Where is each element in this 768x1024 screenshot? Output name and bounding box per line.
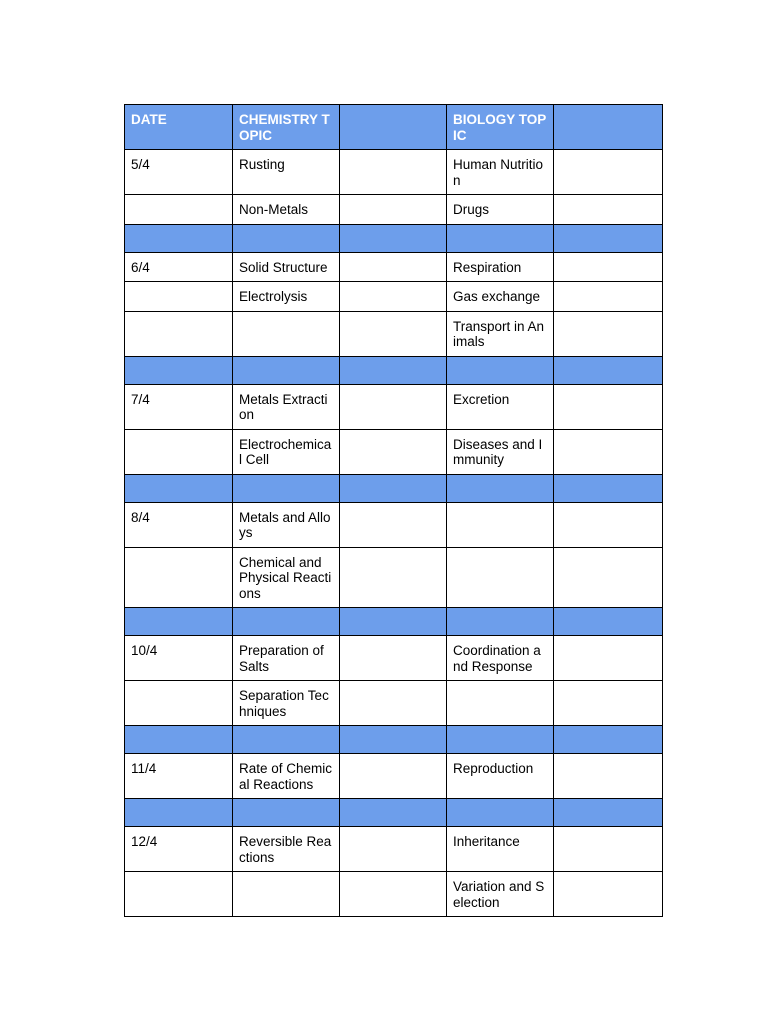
table-row [125,681,663,726]
table-row [125,282,663,312]
chemistry-topic-cell: Electrolysis [233,282,340,312]
separator-cell [447,726,554,754]
table-body [125,105,663,917]
separator-cell [125,726,233,754]
chemistry-topic-cell: Reversible Reactions [233,827,340,872]
separator-cell [447,224,554,252]
table-row [125,872,663,917]
chemistry-notes-cell [340,384,447,429]
chemistry-topic-cell: Electrochemical Cell [233,429,340,474]
chemistry-notes-cell [340,502,447,547]
separator-cell [554,224,663,252]
date-cell [125,872,233,917]
biology-notes-cell [554,502,663,547]
chemistry-topic-cell: Metals and Alloys [233,502,340,547]
separator-cell [554,356,663,384]
chemistry-topic-cell: Solid Structure [233,252,340,282]
biology-notes-cell [554,384,663,429]
chemistry-topic-cell [233,872,340,917]
separator-cell [554,474,663,502]
separator-cell [447,356,554,384]
separator-cell [340,356,447,384]
separator-cell [125,799,233,827]
separator-cell [233,474,340,502]
date-cell: 6/4 [125,252,233,282]
biology-notes-cell [554,195,663,225]
separator-row [125,726,663,754]
separator-cell [125,608,233,636]
biology-topic-cell [447,502,554,547]
chemistry-notes-cell [340,252,447,282]
separator-row [125,224,663,252]
biology-notes-cell [554,429,663,474]
separator-cell [233,356,340,384]
table-row [125,384,663,429]
separator-cell [447,799,554,827]
biology-notes-cell [554,754,663,799]
separator-cell [340,474,447,502]
separator-row [125,474,663,502]
table-row [125,754,663,799]
separator-cell [340,726,447,754]
date-cell [125,282,233,312]
biology-notes-cell [554,282,663,312]
date-cell: 5/4 [125,150,233,195]
biology-topic-cell: Coordination and Response [447,636,554,681]
table-header-row [125,105,663,150]
biology-notes-cell [554,636,663,681]
biology-notes-cell [554,872,663,917]
separator-cell [554,799,663,827]
date-cell: 10/4 [125,636,233,681]
header-blank-2 [554,105,663,150]
biology-notes-cell [554,311,663,356]
table-row [125,252,663,282]
chemistry-topic-cell: Non-Metals [233,195,340,225]
separator-cell [554,726,663,754]
separator-cell [233,224,340,252]
biology-topic-cell: Inheritance [447,827,554,872]
separator-cell [447,608,554,636]
biology-notes-cell [554,827,663,872]
separator-cell [447,474,554,502]
biology-topic-cell [447,681,554,726]
chemistry-topic-cell: Rate of Chemical Reactions [233,754,340,799]
chemistry-notes-cell [340,827,447,872]
date-cell [125,547,233,608]
biology-notes-cell [554,150,663,195]
separator-cell [340,608,447,636]
separator-cell [233,799,340,827]
chemistry-notes-cell [340,754,447,799]
separator-cell [233,608,340,636]
separator-cell [233,726,340,754]
date-cell: 11/4 [125,754,233,799]
separator-cell [125,224,233,252]
table-row [125,150,663,195]
chemistry-topic-cell: Preparation of Salts [233,636,340,681]
table-row [125,827,663,872]
biology-topic-cell: Drugs [447,195,554,225]
header-date: DATE [125,105,233,150]
date-cell [125,195,233,225]
chemistry-notes-cell [340,636,447,681]
biology-topic-cell: Diseases and Immunity [447,429,554,474]
chemistry-notes-cell [340,150,447,195]
biology-notes-cell [554,547,663,608]
separator-cell [340,799,447,827]
chemistry-topic-cell: Chemical and Physical Reactions [233,547,340,608]
separator-row [125,356,663,384]
date-cell [125,681,233,726]
table-row [125,311,663,356]
chemistry-notes-cell [340,282,447,312]
separator-cell [125,356,233,384]
separator-cell [554,608,663,636]
chemistry-topic-cell [233,311,340,356]
revision-schedule-table [124,104,663,917]
date-cell [125,429,233,474]
separator-row [125,608,663,636]
table-row [125,429,663,474]
chemistry-topic-cell: Separation Techniques [233,681,340,726]
table-row [125,547,663,608]
table-row [125,502,663,547]
chemistry-notes-cell [340,872,447,917]
date-cell [125,311,233,356]
header-chemistry-topic: CHEMISTRY TOPIC [233,105,340,150]
chemistry-notes-cell [340,429,447,474]
chemistry-notes-cell [340,681,447,726]
biology-notes-cell [554,681,663,726]
biology-topic-cell [447,547,554,608]
header-biology-topic: BIOLOGY TOPIC [447,105,554,150]
chemistry-topic-cell: Rusting [233,150,340,195]
biology-topic-cell: Excretion [447,384,554,429]
biology-topic-cell: Transport in Animals [447,311,554,356]
chemistry-notes-cell [340,311,447,356]
biology-topic-cell: Human Nutrition [447,150,554,195]
table-row [125,195,663,225]
separator-row [125,799,663,827]
chemistry-notes-cell [340,547,447,608]
date-cell: 7/4 [125,384,233,429]
biology-topic-cell: Variation and Selection [447,872,554,917]
date-cell: 8/4 [125,502,233,547]
date-cell: 12/4 [125,827,233,872]
biology-topic-cell: Reproduction [447,754,554,799]
biology-notes-cell [554,252,663,282]
table-row [125,636,663,681]
separator-cell [125,474,233,502]
biology-topic-cell: Gas exchange [447,282,554,312]
chemistry-notes-cell [340,195,447,225]
chemistry-topic-cell: Metals Extraction [233,384,340,429]
separator-cell [340,224,447,252]
biology-topic-cell: Respiration [447,252,554,282]
header-blank-1 [340,105,447,150]
